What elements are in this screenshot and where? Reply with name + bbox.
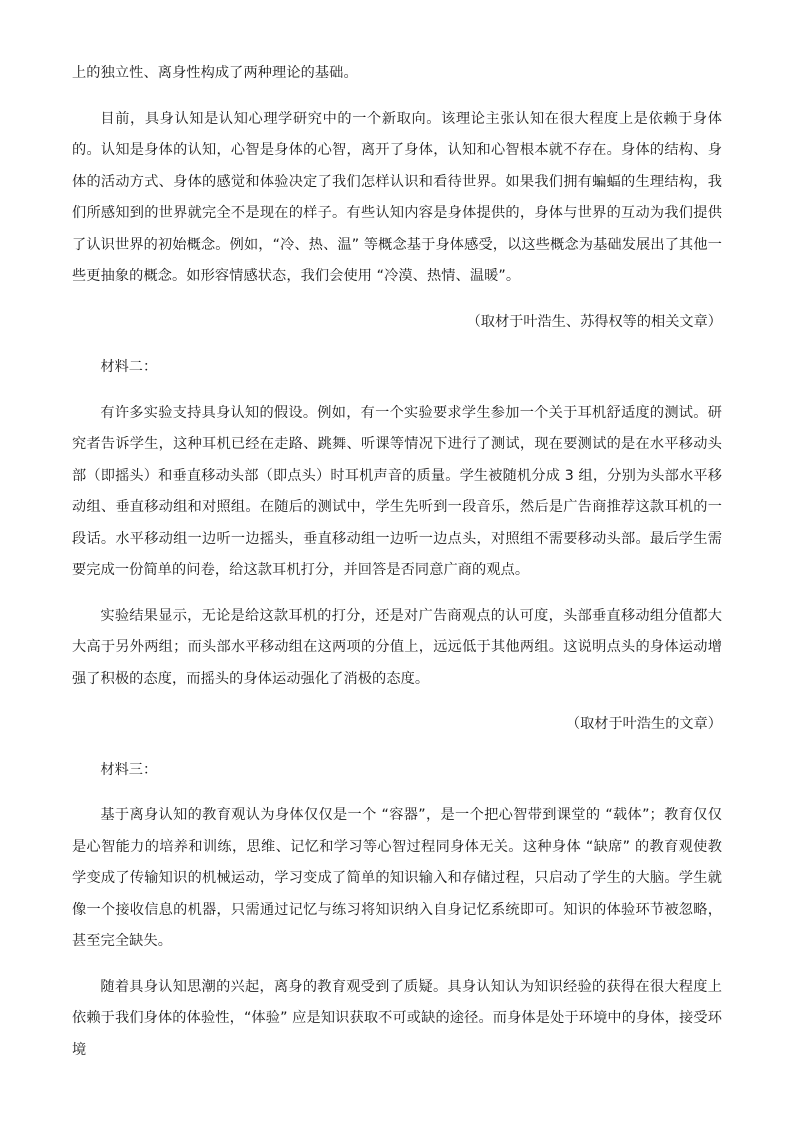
document-page (72, 58, 722, 1066)
paragraph-education: 基于离身认知的教育观认为身体仅仅是一个 “容器”，是一个把心智带到课堂的 “载体”；教育仅仅是心智能力的培养和训练，思维、记忆和学习等心智过程同身体无关。这种身体 “缺席” 的教育观使教学变成了传输知识的机械运动，学习变成了简单的知识输入和存储过程，只启动了学生的大脑。学生就像一个接收信息的机器，只需通过记忆与练习将知识纳入自身记忆系统即可。知识的体验环节被忽略，甚至完全缺失。 (72, 807, 722, 949)
paragraph-embodied-cognition: 目前，具身认知是认知心理学研究中的一个新取向。该理论主张认知在很大程度上是依赖于身体的。认知是身体的认知，心智是身体的心智，离开了身体，认知和心智根本就不存在。身体的结构、身体的活动方式、身体的感觉和体验决定了我们怎样认识和看待世界。如果我们拥有蝙蝠的生理结构，我们所感知到的世界就完全不是现在的样子。有些认知内容是身体提供的，身体与世界的互动为我们提供了认识世界的初始概念。例如，“冷、热、温” 等概念基于身体感受，以这些概念为基础发展出了其他一些更抽象的概念。如形容情感状态，我们会使用 “冷漠、热情、温暖”。 (72, 110, 722, 284)
paragraph-intro: 上的独立性、离身性构成了两种理论的基础。 (72, 65, 358, 81)
paragraph-experiment: 有许多实验支持具身认知的假设。例如，有一个实验要求学生参加一个关于耳机舒适度的测试。研究者告诉学生，这种耳机已经在走路、跳舞、听课等情况下进行了测试，现在要测试的是在水平移动头部（即摇头）和垂直移动头部（即点头）时耳机声音的质量。学生被随机分成 3 组，分别为头部水平移动组、垂直移动组和对照组。在随后的测试中，学生先听到一段音乐，然后是广告商推荐这款耳机的一段话。水平移动组一边听一边摇头，垂直移动组一边听一边点头，对照组不需要移动头部。最后学生需要完成一份简单的问卷，给这款耳机打分，并回答是否同意广商的观点。 (72, 404, 722, 578)
paragraph-results: 实验结果显示，无论是给这款耳机的打分，还是对广告商观点的认可度，头部垂直移动组分值都大大高于另外两组；而头部水平移动组在这两项的分值上，远远低于其他两组。这说明点头的身体运动增强了积极的态度，而摇头的身体运动强化了消极的态度。 (72, 607, 722, 687)
material-three-heading: 材料三： (100, 761, 158, 778)
source-note-2: （取材于叶浩生的文章） (565, 716, 722, 732)
material-two-heading: 材料二： (100, 359, 158, 375)
paragraph-embodied-education: 随着具身认知思潮的兴起，离身的教育观受到了质疑。具身认知认为知识经验的获得在很大程度上依赖于我们身体的体验性，“体验” 应是知识获取不可或缺的途径。而身体是处于环境中的身体，接受环境 (72, 978, 722, 1058)
source-note-1: （取材于叶浩生、苏得权等的相关文章） (466, 313, 722, 330)
